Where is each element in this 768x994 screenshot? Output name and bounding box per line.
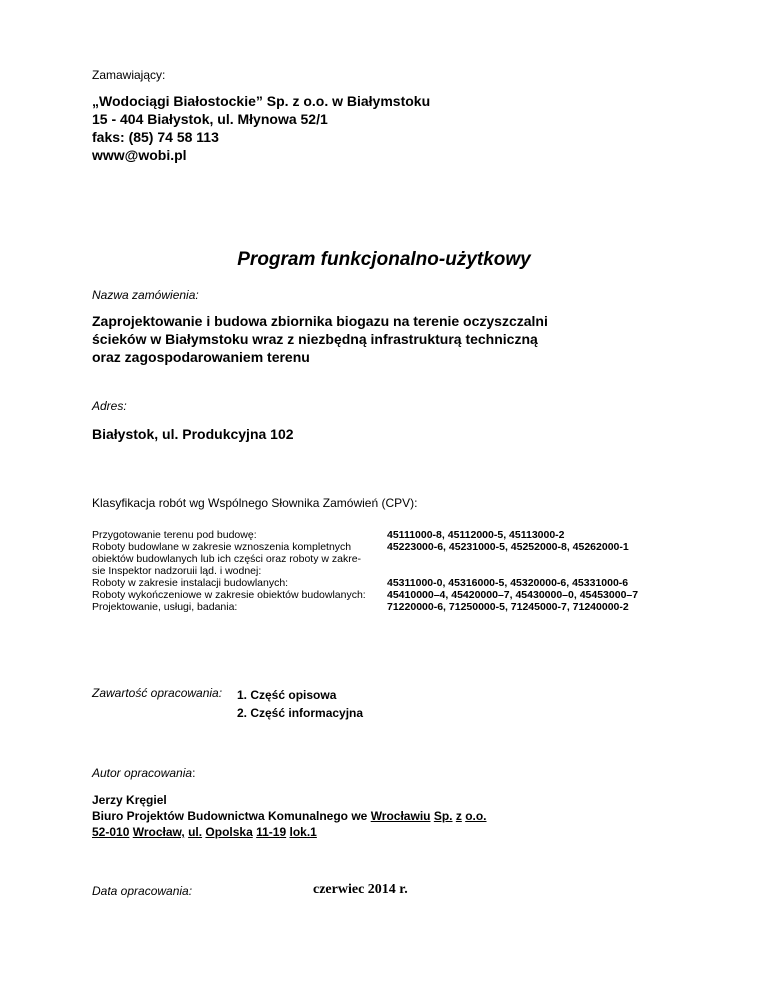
cpv-desc: sie Inspektor nadzoruii ląd. i wodnej: (92, 565, 262, 577)
client-email: www@wobi.pl (92, 147, 187, 163)
client-fax: faks: (85) 74 58 113 (92, 129, 219, 145)
cpv-code: 45111000-8, 45112000-5, 45113000-2 (387, 529, 565, 541)
order-line-1: Zaprojektowanie i budowa zbiornika biogazu na terenie oczyszczalni (92, 313, 548, 329)
address-value: Białystok, ul. Produkcyjna 102 (92, 426, 294, 442)
cpv-code: 45223000-6, 45231000-5, 45252000-8, 45262000-1 (387, 541, 629, 553)
author-address (92, 824, 487, 840)
cpv-desc: Projektowanie, usługi, badania: (92, 601, 238, 613)
org-oo: o.o. (465, 809, 487, 823)
order-line-3: oraz zagospodarowaniem terenu (92, 349, 310, 365)
cpv-desc: Przygotowanie terenu pod budowę: (92, 529, 257, 541)
addr-zip: 52-010 (92, 825, 130, 839)
addr-street: Opolska (205, 825, 253, 839)
contents-item: 1. Część opisowa (237, 688, 337, 702)
cpv-heading: Klasyfikacja robót wg Wspólnego Słownika Zamówień (CPV): (92, 496, 418, 510)
contents-list (237, 686, 363, 722)
addr-lok: lok.1 (289, 825, 317, 839)
contents-label: Zawartość opracowania: (92, 686, 223, 700)
org-sp: Sp. (433, 809, 453, 823)
cpv-code: 45410000–4, 45420000–7, 45430000–0, 45453000–7 (387, 589, 639, 601)
cpv-code: 71220000-6, 71250000-5, 71245000-7, 71240000-2 (387, 601, 629, 613)
date-label: Data opracowania: (92, 884, 193, 898)
address-label: Adres: (92, 399, 127, 413)
org-city: Wrocławiu (370, 809, 431, 823)
cpv-code: 45311000-0, 45316000-5, 45320000-6, 45331000-6 (387, 577, 629, 589)
author-name: Jerzy Kręgiel (92, 793, 167, 807)
addr-city: Wrocław, (132, 825, 185, 839)
author-label-colon: : (192, 766, 196, 780)
contents-item: 2. Część informacyjna (237, 706, 364, 720)
cpv-desc: Roboty wykończeniowe w zakresie obiektów budowlanych: (92, 589, 366, 601)
cpv-desc: obiektów budowlanych lub ich części oraz roboty w zakre- (92, 553, 362, 565)
addr-ul: ul. (188, 825, 203, 839)
addr-no: 11-19 (256, 825, 287, 839)
order-line-2: ścieków w Białymstoku wraz z niezbędną infrastrukturą techniczną (92, 331, 538, 347)
author-label (92, 766, 195, 780)
author-label-text: Autor opracowania (92, 766, 193, 780)
order-name (92, 312, 548, 366)
author-block (92, 792, 487, 840)
cpv-desc: Roboty w zakresie instalacji budowlanych: (92, 577, 289, 589)
client-name: „Wodociągi Białostockie” Sp. z o.o. w Białymstoku (92, 93, 431, 109)
cpv-codes (387, 529, 638, 613)
document-title: Program funkcjonalno-użytkowy (237, 249, 531, 270)
author-organization (92, 808, 487, 824)
date-value: czerwiec 2014 r. (313, 882, 408, 897)
cpv-descriptions (92, 529, 366, 613)
cpv-code-blank (387, 553, 638, 565)
order-label: Nazwa zamówienia: (92, 288, 199, 302)
client-address: 15 - 404 Białystok, ul. Młynowa 52/1 (92, 111, 328, 127)
cpv-code-blank (387, 565, 638, 577)
client-label: Zamawiający: (92, 68, 166, 82)
org-z: z (455, 809, 462, 823)
client-block (92, 92, 430, 164)
org-prefix: Biuro Projektów Budownictwa Komunalnego we (92, 809, 371, 823)
cpv-desc: Roboty budowlane w zakresie wznoszenia kompletnych (92, 541, 352, 553)
